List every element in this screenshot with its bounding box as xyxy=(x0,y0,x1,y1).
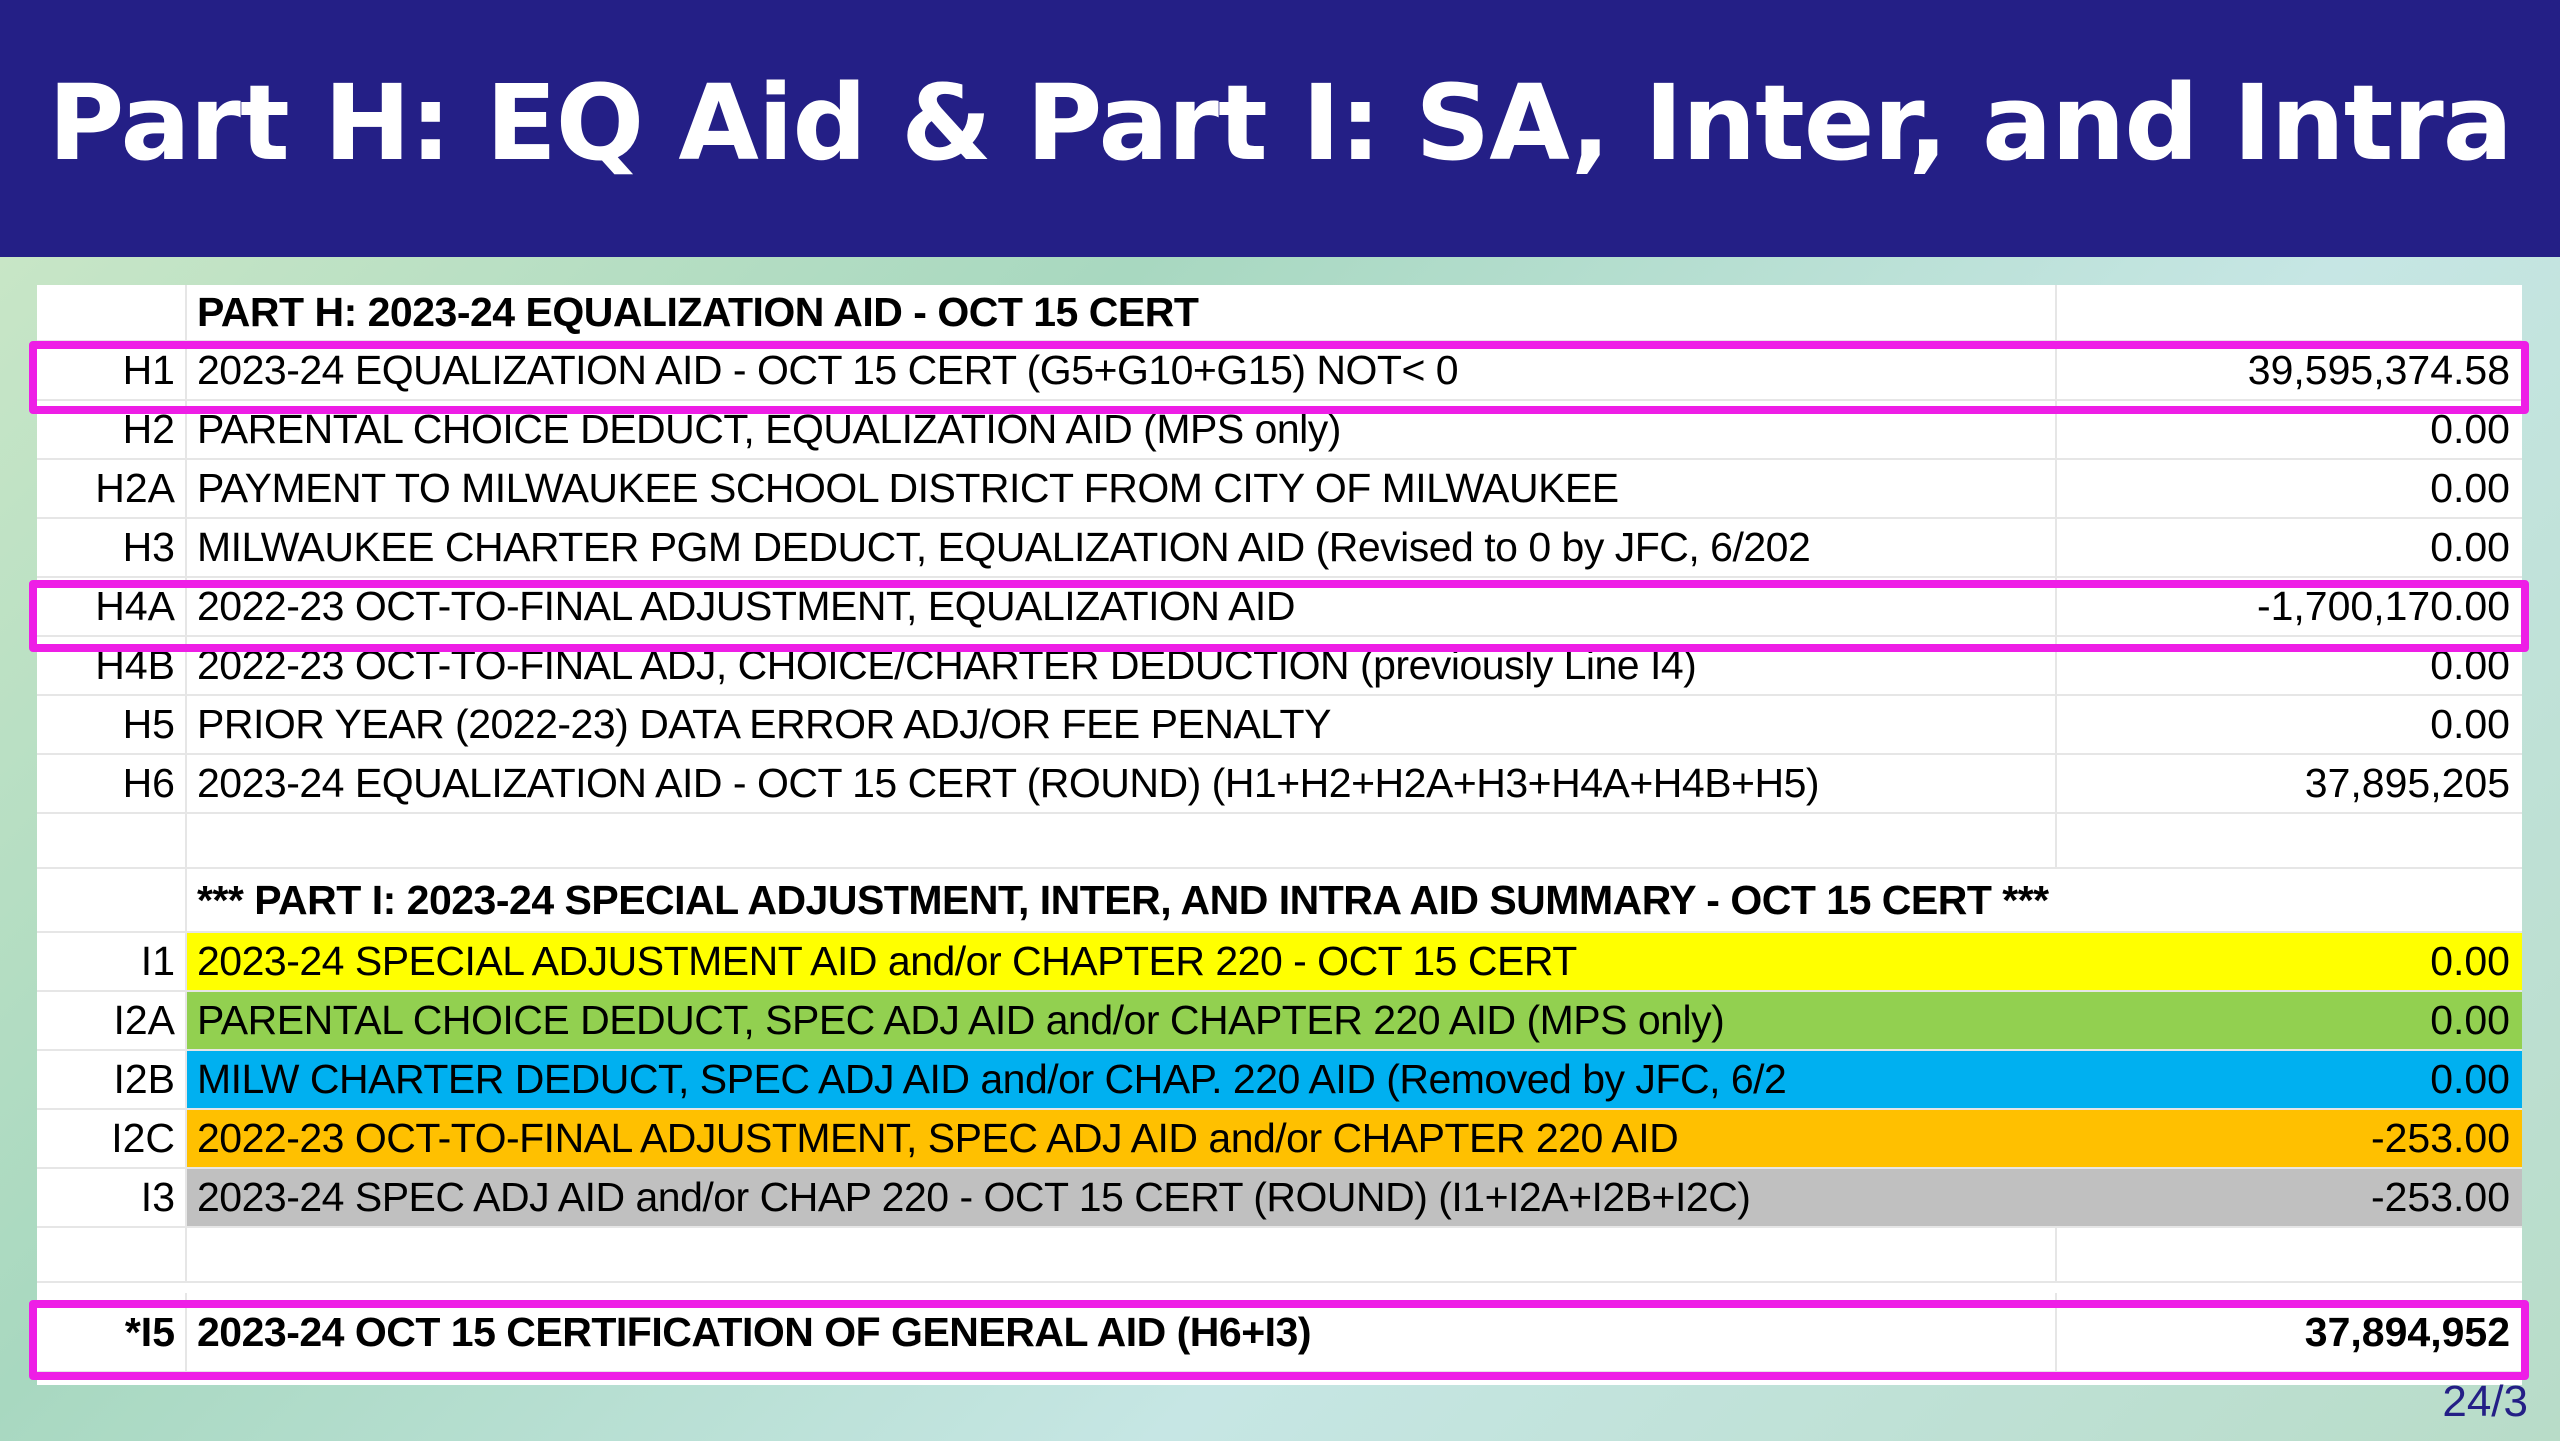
part-h-header-row xyxy=(37,285,2522,342)
title-bar xyxy=(0,0,2560,257)
row-description: PAYMENT TO MILWAUKEE SCHOOL DISTRICT FROM CITY OF MILWAUKEE xyxy=(197,465,1619,511)
empty-row xyxy=(37,814,2522,869)
row-id xyxy=(37,285,187,340)
row-id xyxy=(37,814,187,867)
row-id: H1 xyxy=(37,342,187,399)
row-value: -253.00 xyxy=(2370,1115,2510,1161)
row-value xyxy=(2055,814,2522,867)
row-value: 0.00 xyxy=(2055,637,2522,694)
table-row xyxy=(37,755,2522,814)
row-fill-blue xyxy=(187,1051,2522,1108)
row-value xyxy=(2055,1228,2522,1281)
row-id: I2B xyxy=(37,1051,187,1108)
slide-title: Part H: EQ Aid & Part I: SA, Inter, and Intra xyxy=(48,61,2512,184)
row-id: I1 xyxy=(37,933,187,990)
part-i-header: *** PART I: 2023-24 SPECIAL ADJUSTMENT, INTER, AND INTRA AID SUMMARY - OCT 15 CERT *** xyxy=(197,876,2049,923)
row-id: H5 xyxy=(37,696,187,753)
part-h-header: PART H: 2023-24 EQUALIZATION AID - OCT 15 CERT xyxy=(197,289,1199,335)
row-description: PARENTAL CHOICE DEDUCT, SPEC ADJ AID and/or CHAPTER 220 AID (MPS only) xyxy=(197,997,1725,1043)
table-row xyxy=(37,1110,2522,1169)
row-value: 37,894,952 xyxy=(2055,1293,2522,1371)
table-row xyxy=(37,460,2522,519)
row-description: 2022-23 OCT-TO-FINAL ADJ, CHOICE/CHARTER DEDUCTION (previously Line I4) xyxy=(197,642,1697,688)
table-row xyxy=(37,992,2522,1051)
table-row xyxy=(37,696,2522,755)
row-description: MILW CHARTER DEDUCT, SPEC ADJ AID and/or CHAP. 220 AID (Removed by JFC, 6/2 xyxy=(197,1056,1787,1102)
row-value: 0.00 xyxy=(2430,1056,2510,1102)
row-value: 0.00 xyxy=(2055,519,2522,576)
row-fill-gray xyxy=(187,1169,2522,1226)
row-value: 0.00 xyxy=(2055,696,2522,753)
row-value: -253.00 xyxy=(2370,1174,2510,1220)
row-value: 37,895,205 xyxy=(2055,755,2522,812)
row-description: 2023-24 EQUALIZATION AID - OCT 15 CERT (ROUND) (H1+H2+H2A+H3+H4A+H4B+H5) xyxy=(197,760,1820,806)
row-value: 0.00 xyxy=(2430,938,2510,984)
row-description: PRIOR YEAR (2022-23) DATA ERROR ADJ/OR FEE PENALTY xyxy=(197,701,1331,747)
row-id: I2C xyxy=(37,1110,187,1167)
row-id: I3 xyxy=(37,1169,187,1226)
row-value: -1,700,170.00 xyxy=(2055,578,2522,635)
row-description: 2022-23 OCT-TO-FINAL ADJUSTMENT, SPEC ADJ AID and/or CHAPTER 220 AID xyxy=(197,1115,1679,1161)
part-i-header-row xyxy=(37,869,2522,933)
page-number: 24/3 xyxy=(2442,1377,2528,1426)
row-description xyxy=(187,1228,2055,1281)
row-value: 39,595,374.58 xyxy=(2055,342,2522,399)
row-id: H4A xyxy=(37,578,187,635)
row-id: *I5 xyxy=(37,1293,187,1371)
row-value xyxy=(2055,285,2522,340)
row-value: 0.00 xyxy=(2055,401,2522,458)
row-id: H2A xyxy=(37,460,187,517)
row-description: 2022-23 OCT-TO-FINAL ADJUSTMENT, EQUALIZATION AID xyxy=(197,583,1295,629)
row-id: H4B xyxy=(37,637,187,694)
row-id: H2 xyxy=(37,401,187,458)
highlight-box-h1 xyxy=(29,341,2529,414)
empty-row xyxy=(37,1228,2522,1283)
row-id: H3 xyxy=(37,519,187,576)
row-id: H6 xyxy=(37,755,187,812)
row-description: MILWAUKEE CHARTER PGM DEDUCT, EQUALIZATION AID (Revised to 0 by JFC, 6/202 xyxy=(197,524,1811,570)
row-id xyxy=(37,869,187,931)
table-row xyxy=(37,1169,2522,1228)
row-value: 0.00 xyxy=(2430,997,2510,1043)
row-description xyxy=(187,814,2055,867)
row-description: 2023-24 EQUALIZATION AID - OCT 15 CERT (G5+G10+G15) NOT< 0 xyxy=(197,347,1459,393)
highlight-box-i5 xyxy=(29,1300,2529,1380)
table-row xyxy=(37,1051,2522,1110)
row-description: PARENTAL CHOICE DEDUCT, EQUALIZATION AID (MPS only) xyxy=(197,406,1341,452)
row-id: I2A xyxy=(37,992,187,1049)
highlight-box-h4a xyxy=(29,580,2529,652)
row-description: 2023-24 OCT 15 CERTIFICATION OF GENERAL AID (H6+I3) xyxy=(197,1308,1311,1355)
row-description: 2023-24 SPEC ADJ AID and/or CHAP 220 - OCT 15 CERT (ROUND) (I1+I2A+I2B+I2C) xyxy=(197,1174,1751,1220)
table-row xyxy=(37,933,2522,992)
row-fill-orange xyxy=(187,1110,2522,1167)
spreadsheet xyxy=(37,285,2522,1385)
row-fill-green xyxy=(187,992,2522,1049)
row-value: 0.00 xyxy=(2055,460,2522,517)
table-row xyxy=(37,519,2522,578)
row-fill-yellow xyxy=(187,933,2522,990)
row-description: 2023-24 SPECIAL ADJUSTMENT AID and/or CHAPTER 220 - OCT 15 CERT xyxy=(197,938,1577,984)
row-id xyxy=(37,1228,187,1281)
